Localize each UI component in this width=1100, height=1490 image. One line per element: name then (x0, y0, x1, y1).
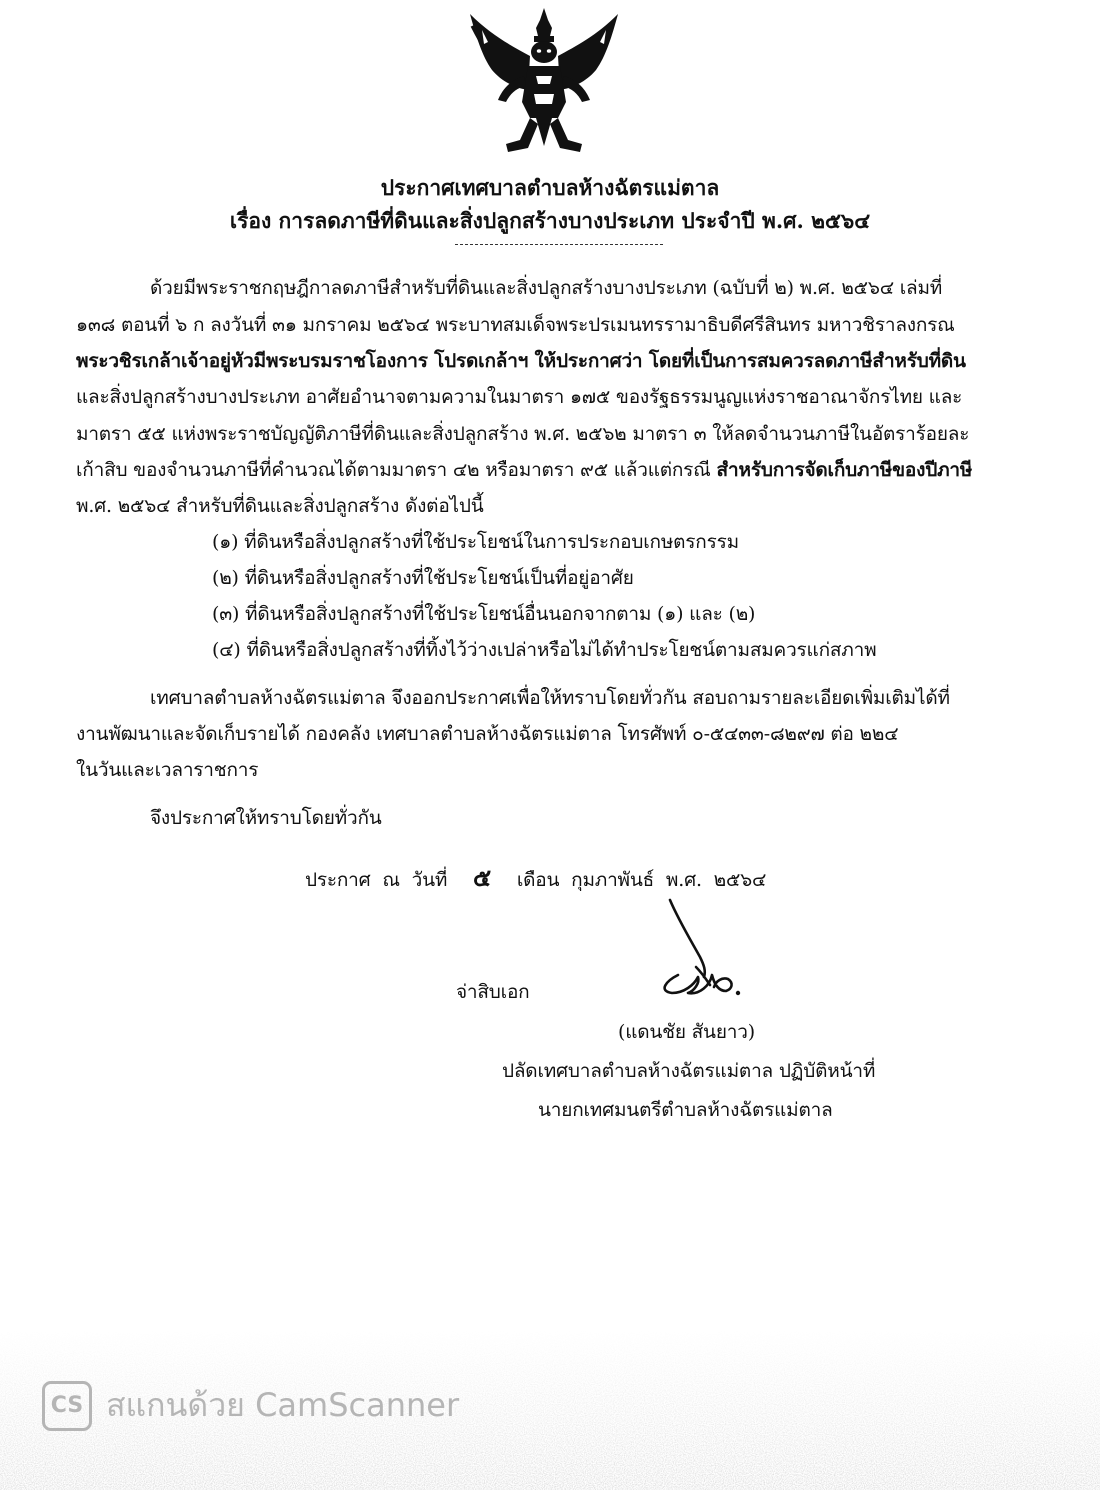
signer-position: ปลัดเทศบาลตำบลห้างฉัตรแม่ตาล ปฏิบัติหน้าที่ (502, 1060, 876, 1082)
paragraph-text: เก้าสิบ ของจำนวนภาษีที่คำนวณได้ตามมาตรา ๔๒ หรือมาตรา ๙๕ แล้วแต่กรณี (76, 459, 717, 481)
camscanner-logo-icon: CS (42, 1381, 92, 1431)
date-prefix: ประกาศ ณ วันที่ (305, 869, 448, 891)
list-item: (๓) ที่ดินหรือสิ่งปลูกสร้างที่ใช้ประโยชน์อื่นนอกจากตาม (๑) และ (๒) (212, 603, 756, 625)
paragraph-line (76, 455, 972, 485)
paragraph-line: พระวชิรเกล้าเจ้าอยู่หัวมีพระบรมราชโองการ โปรดเกล้าฯ ให้ประกาศว่า โดยที่เป็นการสมควรลดภาษีสำหรับที่ดิน (76, 350, 966, 372)
closing-line: จึงประกาศให้ทราบโดยทั่วกัน (150, 807, 382, 829)
page-title: ประกาศเทศบาลตำบลห้างฉัตรแม่ตาล (380, 175, 720, 200)
divider (455, 244, 663, 245)
paragraph-line: ในวันและเวลาราชการ (76, 759, 259, 781)
paragraph-line: ๑๓๘ ตอนที่ ๖ ก ลงวันที่ ๓๑ มกราคม ๒๕๖๔ พระบาทสมเด็จพระปรเมนทรรามาธิบดีศรีสินทร มหาวชิราลงกรณ (76, 314, 955, 336)
paragraph-text-bold: สำหรับการจัดเก็บภาษีของปีภาษี (716, 459, 973, 481)
date-day: ๕ (473, 863, 492, 892)
list-item: (๒) ที่ดินหรือสิ่งปลูกสร้างที่ใช้ประโยชน์เป็นที่อยู่อาศัย (212, 567, 634, 589)
garuda-emblem-icon (462, 6, 626, 156)
signer-position-acting: นายกเทศมนตรีตำบลห้างฉัตรแม่ตาล (538, 1099, 833, 1121)
paragraph-line: พ.ศ. ๒๕๖๔ สำหรับที่ดินและสิ่งปลูกสร้าง ดังต่อไปนี้ (76, 495, 484, 517)
watermark-text: สแกนด้วย CamScanner (106, 1386, 460, 1424)
paragraph-line: มาตรา ๕๕ แห่งพระราชบัญญัติภาษีที่ดินและสิ่งปลูกสร้าง พ.ศ. ๒๕๖๒ มาตรา ๓ ให้ลดจำนวนภาษีในอัตราร้อยละ (76, 423, 970, 445)
paragraph-line: เทศบาลตำบลห้างฉัตรแม่ตาล จึงออกประกาศเพื่อให้ทราบโดยทั่วกัน สอบถามรายละเอียดเพิ่มเติมได้ที่ (150, 687, 950, 709)
date-month: กุมภาพันธ์ (571, 869, 655, 891)
paragraph-line: งานพัฒนาและจัดเก็บรายได้ กองคลัง เทศบาลตำบลห้างฉัตรแม่ตาล โทรศัพท์ ๐-๕๔๓๓-๘๒๙๗ ต่อ ๒๒๔ (76, 723, 899, 745)
date-year: พ.ศ. ๒๕๖๔ (665, 869, 767, 891)
announcement-date (305, 858, 766, 897)
date-month-label: เดือน (516, 869, 560, 891)
paragraph-line: และสิ่งปลูกสร้างบางประเภท อาศัยอำนาจตามความในมาตรา ๑๗๕ ของรัฐธรรมนูญแห่งราชอาณาจักรไทย และ (76, 386, 963, 408)
signer-rank: จ่าสิบเอก (456, 981, 530, 1003)
page-subject: เรื่อง การลดภาษีที่ดินและสิ่งปลูกสร้างบางประเภท ประจำปี พ.ศ. ๒๕๖๔ (229, 208, 871, 233)
list-item: (๔) ที่ดินหรือสิ่งปลูกสร้างที่ทิ้งไว้ว่างเปล่าหรือไม่ได้ทำประโยชน์ตามสมควรแก่สภาพ (212, 639, 877, 661)
list-item: (๑) ที่ดินหรือสิ่งปลูกสร้างที่ใช้ประโยชน์ในการประกอบเกษตรกรรม (212, 531, 739, 553)
signer-name: (แดนชัย สันยาว) (618, 1021, 755, 1043)
paragraph-line: ด้วยมีพระราชกฤษฎีกาลดภาษีสำหรับที่ดินและสิ่งปลูกสร้างบางประเภท (ฉบับที่ ๒) พ.ศ. ๒๕๖๔ เล่มที่ (150, 277, 943, 299)
camscanner-watermark (42, 1380, 459, 1434)
signature-icon (648, 895, 758, 1005)
